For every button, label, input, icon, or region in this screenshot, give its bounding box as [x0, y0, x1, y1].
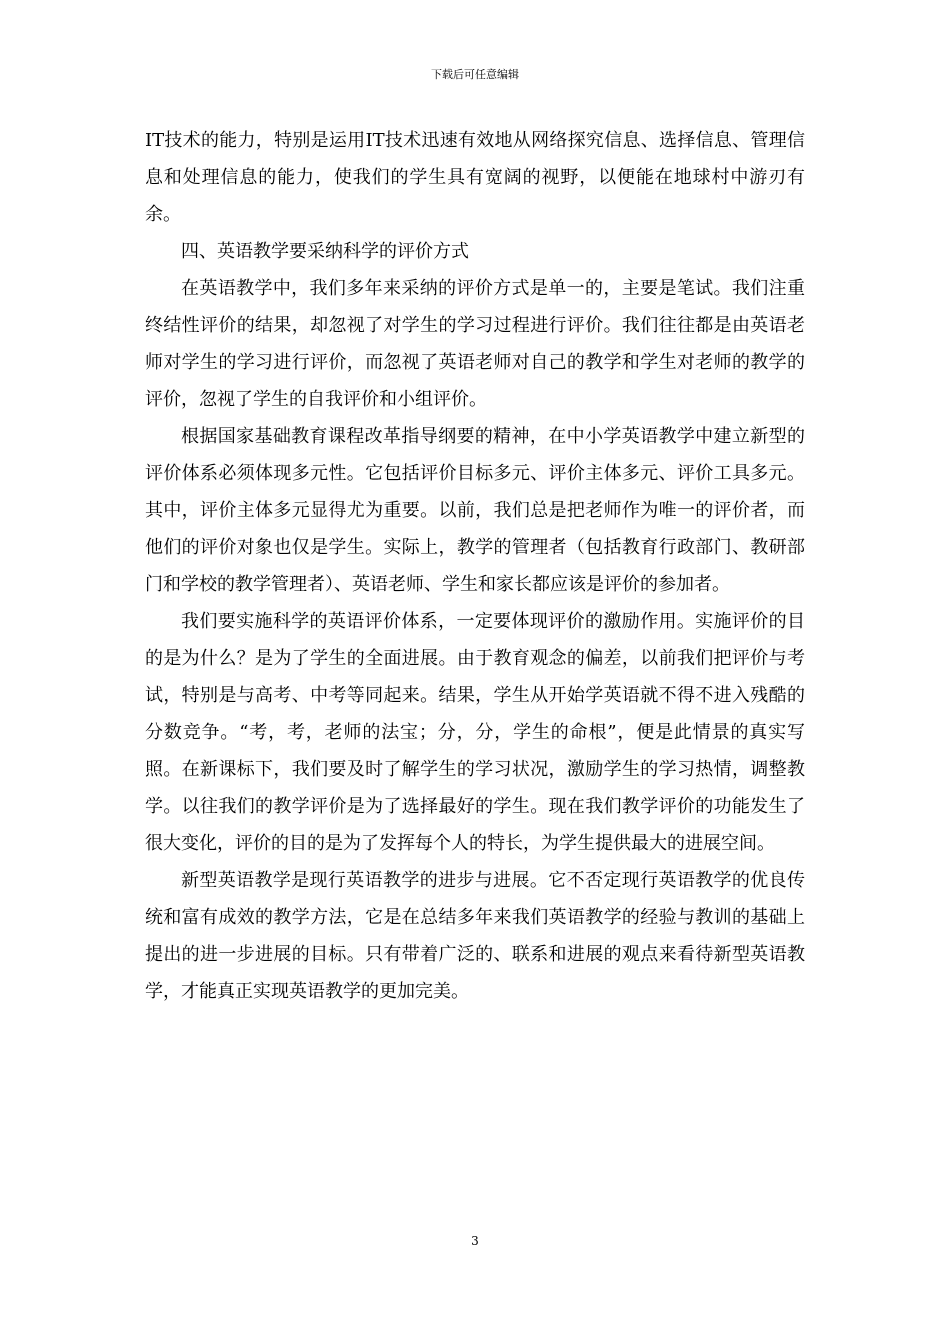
document-body — [145, 122, 805, 1010]
page-number: 3 — [471, 1234, 479, 1248]
paragraph: 根据国家基础教育课程改革指导纲要的精神，在中小学英语教学中建立新型的评价体系必须体现多元性。它包括评价目标多元、评价主体多元、评价工具多元。其中，评价主体多元显得尤为重要。以前，我们总是把老师作为唯一的评价者，而他们的评价对象也仅是学生。实际上，教学的管理者（包括教育行政部门、教研部门和学校的教学管理者）、英语老师、学生和家长都应该是评价的参加者。 — [145, 426, 805, 595]
paragraph-continuation: IT技术的能力，特别是运用IT技术迅速有效地从网络探究信息、选择信息、管理信息和处理信息的能力，使我们的学生具有宽阔的视野，以便能在地球村中游刃有余。 — [145, 130, 805, 225]
paragraph: 我们要实施科学的英语评价体系，一定要体现评价的激励作用。实施评价的目的是为什么？是为了学生的全面进展。由于教育观念的偏差，以前我们把评价与考试，特别是与高考、中考等同起来。结果，学生从开始学英语就不得不进入残酷的分数竞争。“考，考，老师的法宝；分，分，学生的命根”，便是此情景的真实写照。在新课标下，我们要及时了解学生的学习状况，激励学生的学习热情，调整教学。以往我们的教学评价是为了选择最好的学生。现在我们教学评价的功能发生了很大变化，评价的目的是为了发挥每个人的特长，为学生提供最大的进展空间。 — [145, 611, 805, 854]
section-heading: 四、英语教学要采纳科学的评价方式 — [181, 241, 469, 262]
paragraph: 在英语教学中，我们多年来采纳的评价方式是单一的，主要是笔试。我们注重终结性评价的结果，却忽视了对学生的学习过程进行评价。我们往往都是由英语老师对学生的学习进行评价，而忽视了英语老师对自己的教学和学生对老师的教学的评价，忽视了学生的自我评价和小组评价。 — [145, 278, 805, 410]
page-header: 下载后可任意编辑 — [431, 68, 519, 81]
paragraph: 新型英语教学是现行英语教学的进步与进展。它不否定现行英语教学的优良传统和富有成效的教学方法，它是在总结多年来我们英语教学的经验与教训的基础上提出的进一步进展的目标。只有带着广泛的、联系和进展的观点来看待新型英语教学，才能真正实现英语教学的更加完美。 — [145, 870, 805, 1002]
